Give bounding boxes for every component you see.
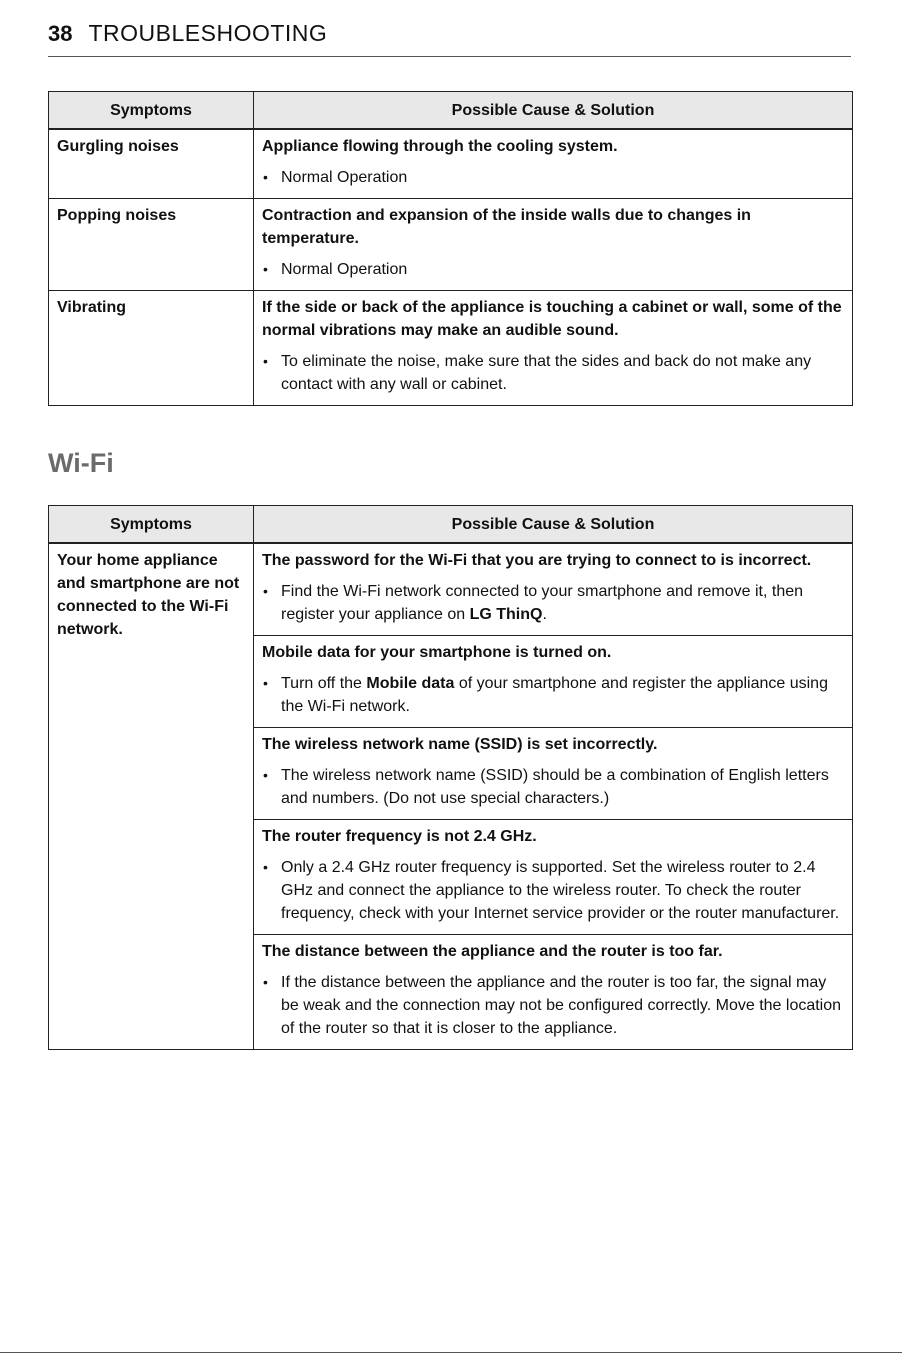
column-header-symptoms: Symptoms — [49, 506, 254, 544]
table-row — [49, 291, 853, 406]
cause-cell — [254, 291, 853, 406]
noise-troubleshooting-table — [48, 91, 853, 406]
symptom-cell: Vibrating — [49, 291, 254, 406]
symptom-cell: Your home appliance and smartphone are not connected to the Wi-Fi network. — [49, 543, 254, 1050]
cause-cell — [254, 728, 853, 820]
symptom-cell: Popping noises — [49, 199, 254, 291]
page-title: TROUBLESHOOTING — [88, 20, 328, 46]
solution-bullet: • To eliminate the noise, make sure that the sides and back do not make any contact with any wall or cabinet. — [262, 350, 844, 396]
footer-divider — [0, 1352, 902, 1353]
app-name: LG ThinQ — [469, 606, 543, 623]
solution-bullet: • Normal Operation — [262, 258, 844, 281]
solution-bullet: • If the distance between the appliance and the router is too far, the signal may be weak and the connection may not be configured correctly. Move the location of the router so that it is closer to the appliance. — [262, 971, 844, 1040]
solution-text-end: . — [542, 606, 547, 623]
section-title-wifi: Wi-Fi — [48, 448, 114, 478]
cause-cell — [254, 636, 853, 728]
wifi-troubleshooting-table — [48, 505, 853, 1050]
solution-bullet: • Normal Operation — [262, 166, 844, 189]
cause-text: The wireless network name (SSID) is set incorrectly. — [262, 736, 658, 753]
cause-cell — [254, 199, 853, 291]
column-header-cause: Possible Cause & Solution — [254, 92, 853, 130]
page-header — [48, 20, 851, 57]
table-row — [49, 199, 853, 291]
solution-bullet — [262, 672, 844, 718]
setting-name: Mobile data — [366, 675, 455, 692]
cause-text: The router frequency is not 2.4 GHz. — [262, 828, 537, 845]
cause-text: If the side or back of the appliance is touching a cabinet or wall, some of the normal vibrations may make an audible sound. — [262, 299, 842, 339]
solution-text: Turn off the — [281, 675, 367, 692]
symptom-cell: Gurgling noises — [49, 129, 254, 199]
solution-bullet: • Only a 2.4 GHz router frequency is supported. Set the wireless router to 2.4 GHz and connect the appliance to the wireless router. To check the router frequency, check with your Internet service provider or the router manufacturer. — [262, 856, 844, 925]
solution-text: Find the Wi-Fi network connected to your smartphone and remove it, then register your appliance on — [281, 583, 804, 623]
cause-cell — [254, 129, 853, 199]
table-header-row — [49, 92, 853, 130]
column-header-symptoms: Symptoms — [49, 92, 254, 130]
cause-text: Mobile data for your smartphone is turned on. — [262, 644, 612, 661]
cause-cell — [254, 820, 853, 935]
cause-text: Appliance flowing through the cooling system. — [262, 138, 618, 155]
table-row — [49, 129, 853, 199]
page-number: 38 — [48, 21, 73, 46]
solution-bullet: • The wireless network name (SSID) should be a combination of English letters and numbers. (Do not use special characters.) — [262, 764, 844, 810]
cause-text: The password for the Wi-Fi that you are trying to connect to is incorrect. — [262, 552, 812, 569]
cause-text: Contraction and expansion of the inside walls due to changes in temperature. — [262, 207, 751, 247]
cause-text: The distance between the appliance and the router is too far. — [262, 943, 723, 960]
column-header-cause: Possible Cause & Solution — [254, 506, 853, 544]
cause-cell — [254, 543, 853, 636]
solution-bullet — [262, 580, 844, 626]
solution-text-end: of your smartphone and register the appliance using the Wi-Fi network. — [281, 675, 828, 715]
table-header-row — [49, 506, 853, 544]
cause-cell — [254, 935, 853, 1050]
table-row — [49, 543, 853, 636]
